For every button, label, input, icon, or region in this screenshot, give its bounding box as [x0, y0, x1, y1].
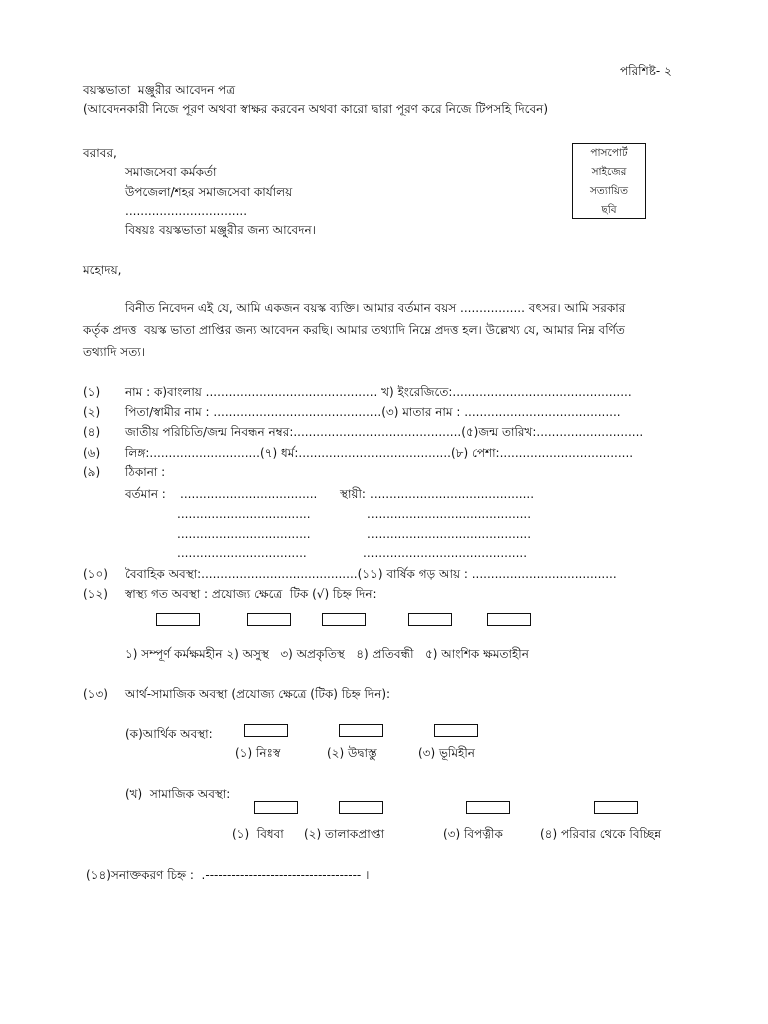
permanent-address-line2[interactable]: ...........................................: [367, 507, 532, 521]
permanent-address-line3[interactable]: ...........................................: [367, 527, 532, 541]
permanent-address-line1[interactable]: ...........................................: [370, 487, 535, 501]
permanent-address-line4[interactable]: ...........................................: [363, 546, 528, 560]
health-checkbox-5[interactable]: [487, 613, 531, 626]
present-address-label: বর্তমান :: [125, 487, 166, 501]
social-status-label: (খ) সামাজিক অবস্থা:: [125, 787, 231, 801]
address-line3[interactable]: ................................: [125, 204, 248, 218]
present-address-line2[interactable]: ...................................: [177, 507, 311, 521]
socio-economic-label: আর্থ-সামাজিক অবস্থা (প্রযোজ্য ক্ষেত্রে (টিক) চিহ্ন দিন):: [125, 687, 391, 701]
marital-income-field[interactable]: বৈবাহিক অবস্থা:.........................................(১১) বার্ষিক গড় আয় : ......................................: [125, 567, 617, 581]
social-option-3: (৩) বিপত্নীক: [443, 827, 503, 841]
economic-status-label: (ক)আর্থিক অবস্থা:: [125, 727, 213, 741]
body-line3: তথ্যাদি সত্য।: [83, 345, 145, 359]
economic-option-2: (২) উদ্বাস্তু: [327, 746, 377, 760]
present-address-line3[interactable]: ...................................: [177, 527, 311, 541]
social-checkbox-3[interactable]: [466, 801, 510, 814]
name-field[interactable]: নাম : ক)বাংলায় ............................................. খ) ইংরেজিতে:...............................................: [125, 385, 632, 399]
permanent-address-label: স্থায়ী:: [340, 487, 366, 501]
photo-label-line3: সত্যায়িত: [590, 185, 628, 197]
social-option-4: (৪) পরিবার থেকে বিচ্ছিন্ন: [540, 827, 662, 841]
form-title: বয়স্কভাতা মঞ্জুরীর আবেদন পত্র: [83, 83, 236, 97]
photo-placeholder-box[interactable]: [572, 143, 646, 219]
field-number-1: (১): [83, 385, 101, 399]
subject-line: বিষয়ঃ বয়স্কভাতা মঞ্জুরীর জন্য আবেদন।: [125, 223, 316, 237]
field-number-9: (৯): [83, 465, 101, 479]
present-address-line4[interactable]: ..................................: [177, 546, 307, 560]
economic-checkbox-2[interactable]: [339, 724, 383, 737]
address-to: বরাবর,: [83, 146, 117, 160]
identification-mark-field[interactable]: (১৪)সনাক্তকরণ চিহ্ন : .------------------------------------ ।: [86, 868, 370, 882]
photo-label-line4: ছবি: [601, 204, 617, 216]
address-label: ঠিকানা :: [125, 465, 166, 479]
photo-label-line1: পাসপোর্ট: [590, 147, 628, 159]
field-number-10: (১০): [83, 567, 108, 581]
address-line1: সমাজসেবা কর্মকর্তা: [125, 165, 217, 179]
address-line2: উপজেলা/শহর সমাজসেবা কার্যালয়: [125, 185, 293, 199]
field-number-4: (৪): [83, 425, 101, 439]
social-checkbox-2[interactable]: [339, 801, 383, 814]
body-line2: কর্তৃক প্রদত্ত বয়স্ক ভাতা প্রাপ্তির জন্য আবেদন করছি। আমার তথ্যাদি নিম্নে প্রদত্ত হল। উল্লেখ্য যে, আমার নিম্ন বর্ণিত: [83, 323, 625, 337]
social-checkbox-1[interactable]: [254, 801, 298, 814]
economic-checkbox-1[interactable]: [244, 724, 288, 737]
field-number-12: (১২): [83, 587, 108, 601]
field-number-13: (১৩): [83, 687, 108, 701]
photo-label-line2: সাইজের: [591, 166, 627, 178]
health-checkbox-1[interactable]: [156, 613, 200, 626]
economic-option-3: (৩) ভূমিহীন: [418, 746, 475, 760]
body-line1: বিনীত নিবেদন এই যে, আমি একজন বয়স্ক ব্যক্তি। আমার বর্তমান বয়স ................. বৎসর। আমি সরকার: [125, 301, 626, 315]
social-option-1: (১) বিধবা: [232, 827, 284, 841]
health-checkbox-2[interactable]: [247, 613, 291, 626]
parent-name-field[interactable]: পিতা/স্বামীর নাম : ............................................(৩) মাতার নাম : .........................................: [125, 405, 621, 419]
field-number-6: (৬): [83, 446, 101, 460]
social-option-2: (২) তালাকপ্রাপ্তা: [304, 827, 385, 841]
annex-label: পরিশিষ্ট- ২: [620, 64, 672, 78]
health-checkbox-4[interactable]: [408, 613, 452, 626]
social-checkbox-4[interactable]: [594, 801, 638, 814]
gender-religion-occupation-field[interactable]: লিঙ্গ:.............................(৭) ধর্ম:........................................(৮) পেশা:...................................: [125, 446, 634, 460]
health-checkbox-3[interactable]: [322, 613, 366, 626]
economic-checkbox-3[interactable]: [434, 724, 478, 737]
health-options-labels: ১) সম্পূর্ণ কর্মক্ষমহীন ২) অসুস্থ ৩) অপ্রকৃতিস্থ ৪) প্রতিবন্ধী ৫) আংশিক ক্ষমতাহীন: [125, 647, 529, 661]
health-status-label: স্বাস্থ্য গত অবস্থা : প্রযোজ্য ক্ষেত্রে টিক (√) চিহ্ন দিন:: [125, 587, 377, 601]
salutation: মহোদয়,: [83, 263, 122, 277]
form-instruction: (আবেদনকারী নিজে পূরণ অথবা স্বাক্ষর করবেন অথবা কারো দ্বারা পূরণ করে নিজে টিপসহি দিবেন): [83, 102, 549, 116]
economic-option-1: (১) নিঃস্ব: [235, 746, 281, 760]
nid-dob-field[interactable]: জাতীয় পরিচিতি/জন্ম নিবন্ধন নম্বর:............................................(৫)জন্ম তারিখ:............................: [125, 425, 644, 439]
present-address-line1[interactable]: ....................................: [180, 487, 318, 501]
field-number-2: (২): [83, 405, 101, 419]
